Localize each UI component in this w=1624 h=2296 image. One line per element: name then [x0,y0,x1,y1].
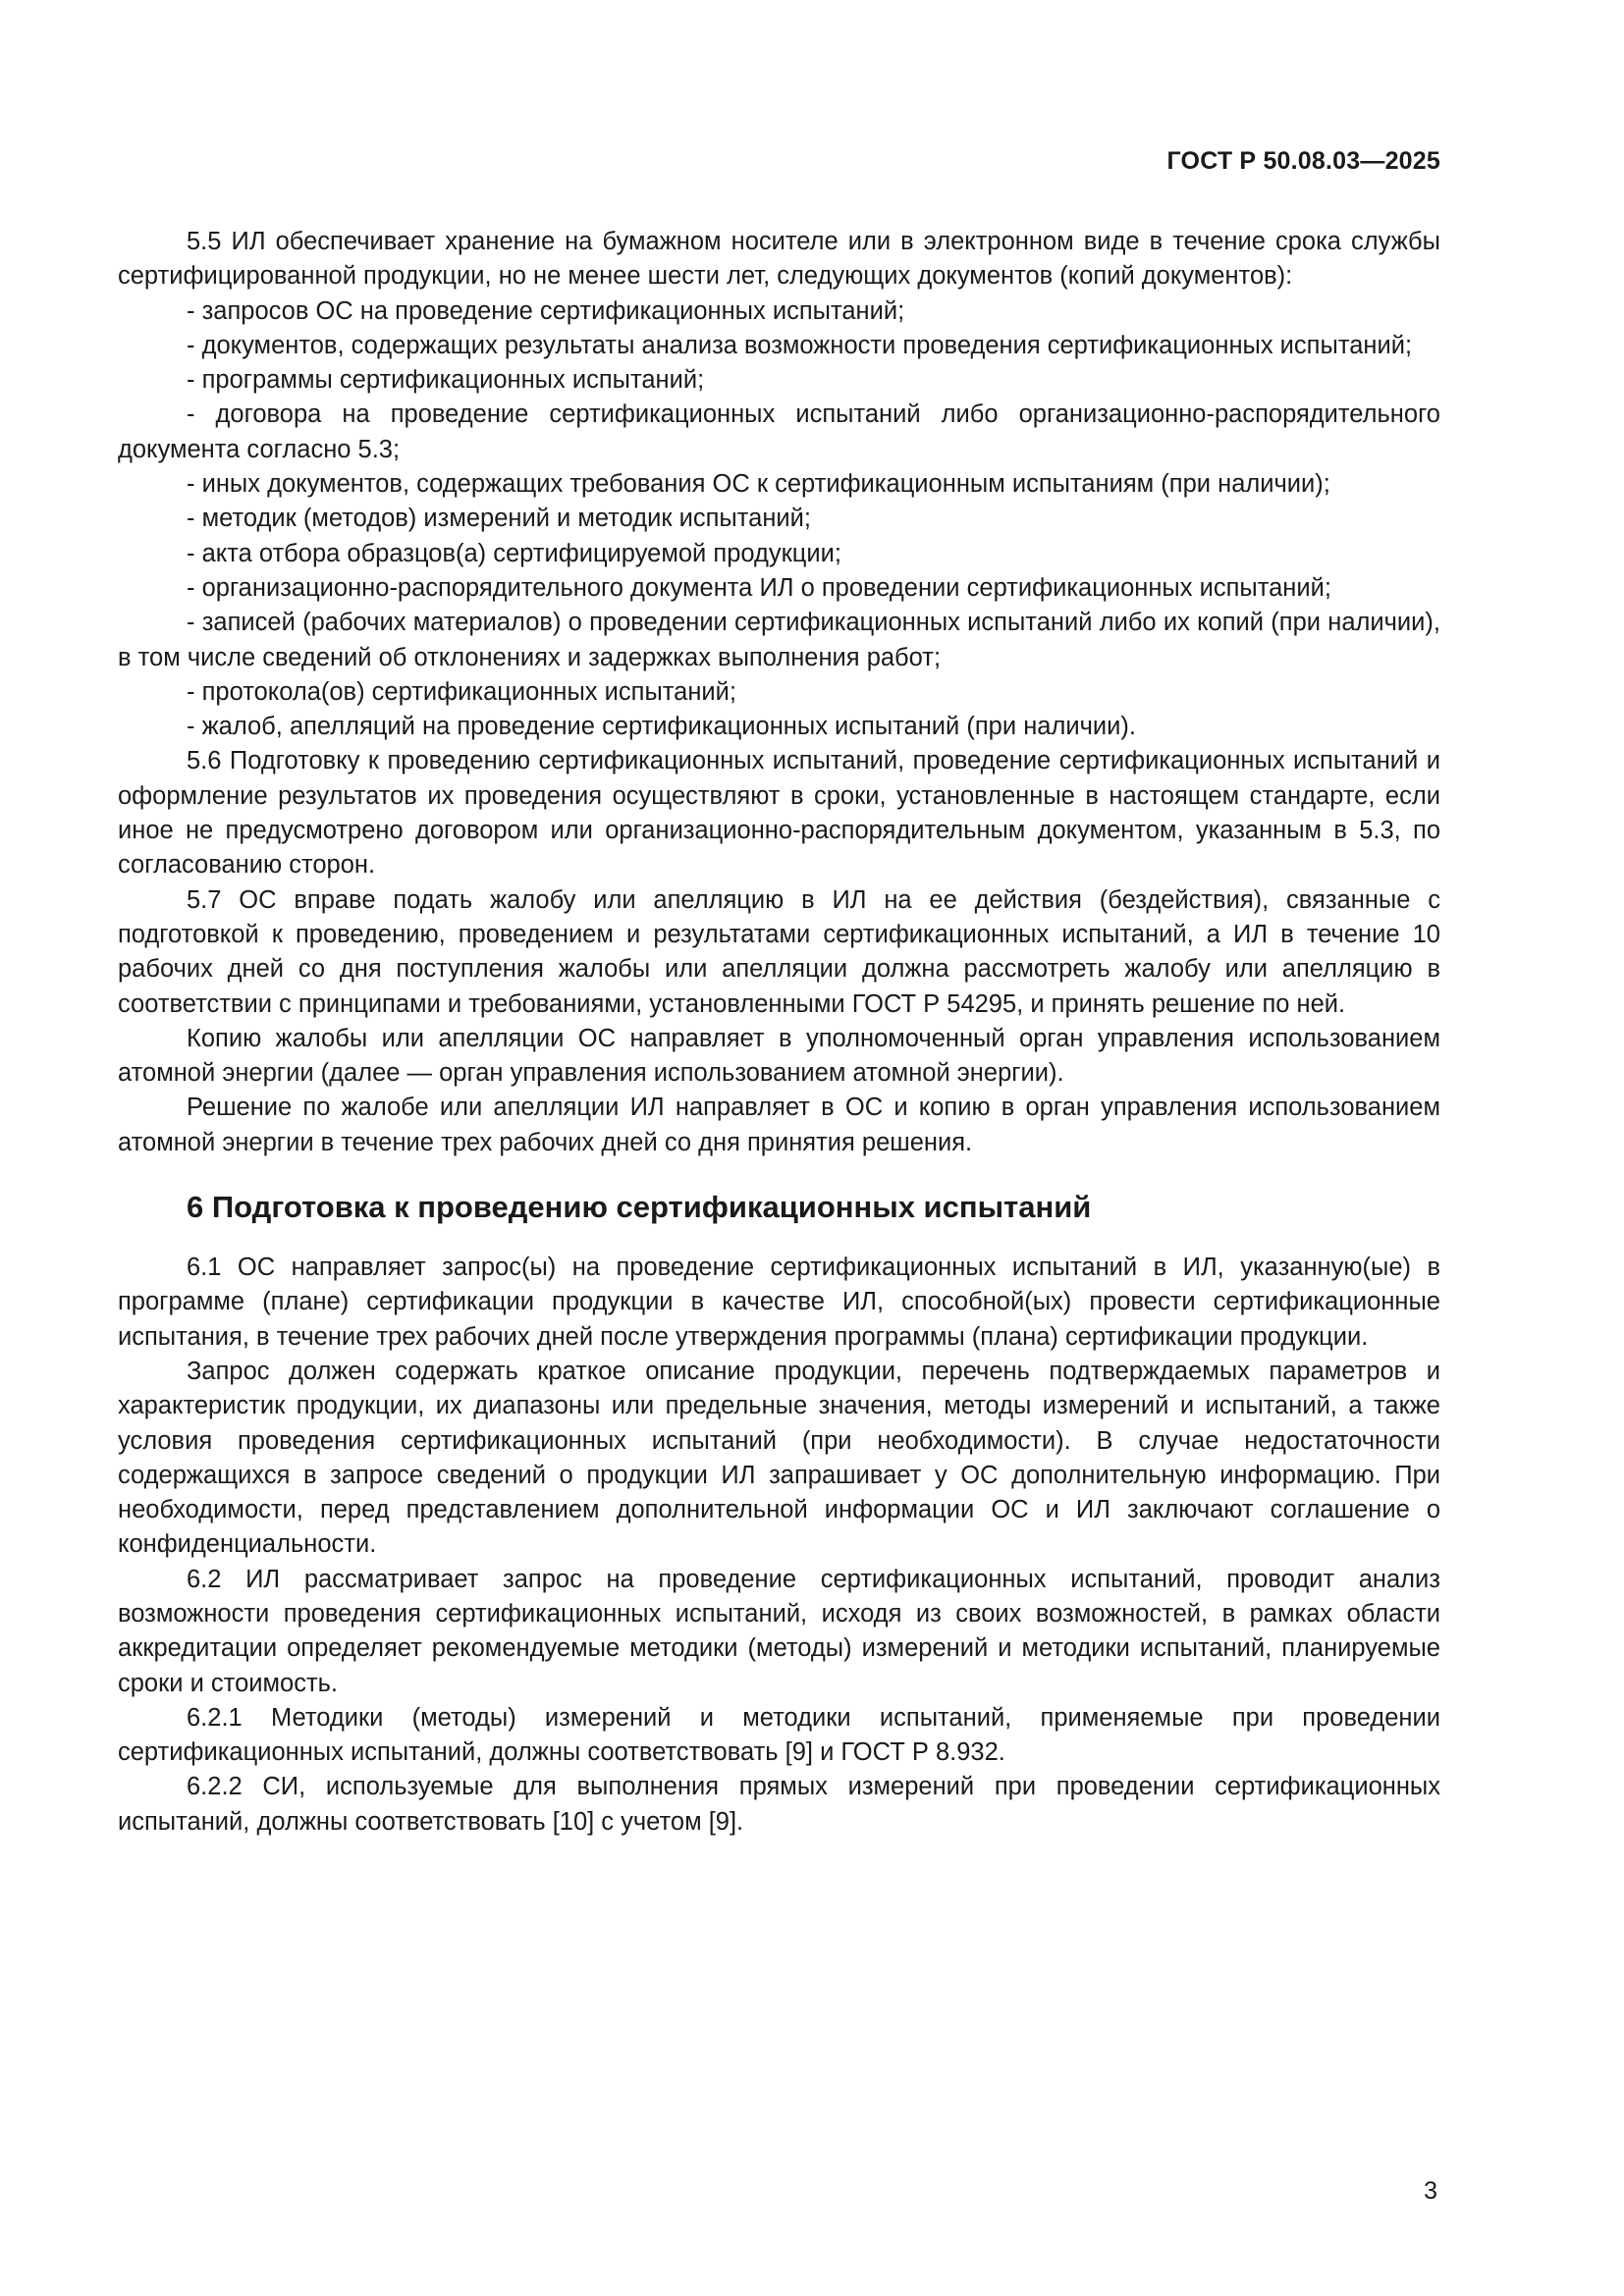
clause-6-2-2: 6.2.2 СИ, используемые для выполнения прямых измерений при проведении сертификационных испытаний, должны соответствовать [10] с учетом [9]. [118,1773,1440,1836]
list-item: - методик (методов) измерений и методик испытаний; [187,505,811,533]
clause-6-2-1: 6.2.1 Методики (методы) измерений и методики испытаний, применяемые при проведении сертификационных испытаний, должны соответствовать [9] и ГОСТ Р 8.932. [118,1703,1440,1767]
document-body [118,225,1440,1840]
list-item: - жалоб, апелляций на проведение сертификационных испытаний (при наличии). [187,713,1136,741]
clause-6-1: 6.1 ОС направляет запрос(ы) на проведение сертификационных испытаний в ИЛ, указанную(ые) в программе (плане) сертификации продукции в качестве ИЛ, способной(ых) провести сертификационные испытания, в течение трех рабочих дней после утверждения программы (плана) сертификации продукции. [118,1254,1440,1351]
list-item: - договора на проведение сертификационных испытаний либо организационно-распорядительного документа согласно 5.3; [118,400,1440,463]
list-item: - документов, содержащих результаты анализа возможности проведения сертификационных испытаний; [187,331,1413,359]
clause-5-5: 5.5 ИЛ обеспечивает хранение на бумажном носителе или в электронном виде в течение срока службы сертифицированной продукции, но не менее шести лет, следующих документов (копий документов): [118,228,1440,291]
list-item: - программы сертификационных испытаний; [187,366,705,395]
list-item: - иных документов, содержащих требования ОС к сертификационным испытаниям (при наличии); [187,470,1330,499]
list-item: - протокола(ов) сертификационных испытаний; [187,677,737,706]
clause-5-6: 5.6 Подготовку к проведению сертификационных испытаний, проведение сертификационных испытаний и оформление результатов их проведения осуществляют в сроки, установленные в настоящем стандарте, если иное не предусмотрено договором или организационно-распорядительным документом, указанным в 5.3, по согласованию сторон. [118,747,1440,880]
list-item: - акта отбора образцов(а) сертифицируемой продукции; [187,539,841,567]
section-heading: 6 Подготовка к проведению сертификационных испытаний [187,1190,1092,1225]
page-number: 3 [1424,2177,1437,2205]
clause-5-7: 5.7 ОС вправе подать жалобу или апелляцию в ИЛ на ее действия (бездействия), связанные с подготовкой к проведению, проведением и результатами сертификационных испытаний, а ИЛ в течение 10 рабочих дней со дня поступления жалобы или апелляции должна рассмотреть жалобу или апелляцию в соответствии с принципами и требованиями, установленными ГОСТ Р 54295, и принять решение по ней. [118,885,1440,1018]
list-item: - запросов ОС на проведение сертификационных испытаний; [187,296,905,325]
clause-6-1-request: Запрос должен содержать краткое описание продукции, перечень подтверждаемых параметров и характеристик продукции, их диапазоны или предельные значения, методы измерений и испытаний, а также условия проведения сертификационных испытаний (при необходимости). В случае недостаточности содержащихся в запросе сведений о продукции ИЛ запрашивает у ОС дополнительную информацию. При необходимости, перед представлением дополнительной информации ОС и ИЛ заключают соглашение о конфиденциальности. [118,1357,1440,1559]
clause-5-7-copy: Копию жалобы или апелляции ОС направляет в уполномоченный орган управления использованием атомной энергии (далее — орган управления использованием атомной энергии). [118,1024,1440,1088]
list-item: - организационно-распорядительного документа ИЛ о проведении сертификационных испытаний; [187,573,1331,602]
list-item: - записей (рабочих материалов) о проведении сертификационных испытаний либо их копий (при наличии), в том числе сведений об отклонениях и задержках выполнения работ; [118,609,1440,671]
clause-6-2: 6.2 ИЛ рассматривает запрос на проведение сертификационных испытаний, проводит анализ возможности проведения сертификационных испытаний, исходя из своих возможностей, в рамках области аккредитации определяет рекомендуемые методики (методы) измерений и методики испытаний, планируемые сроки и стоимость. [118,1565,1440,1697]
clause-5-7-decision: Решение по жалобе или апелляции ИЛ направляет в ОС и копию в орган управления использованием атомной энергии в течение трех рабочих дней со дня принятия решения. [118,1094,1440,1156]
document-code-header: ГОСТ Р 50.08.03—2025 [1166,147,1440,175]
